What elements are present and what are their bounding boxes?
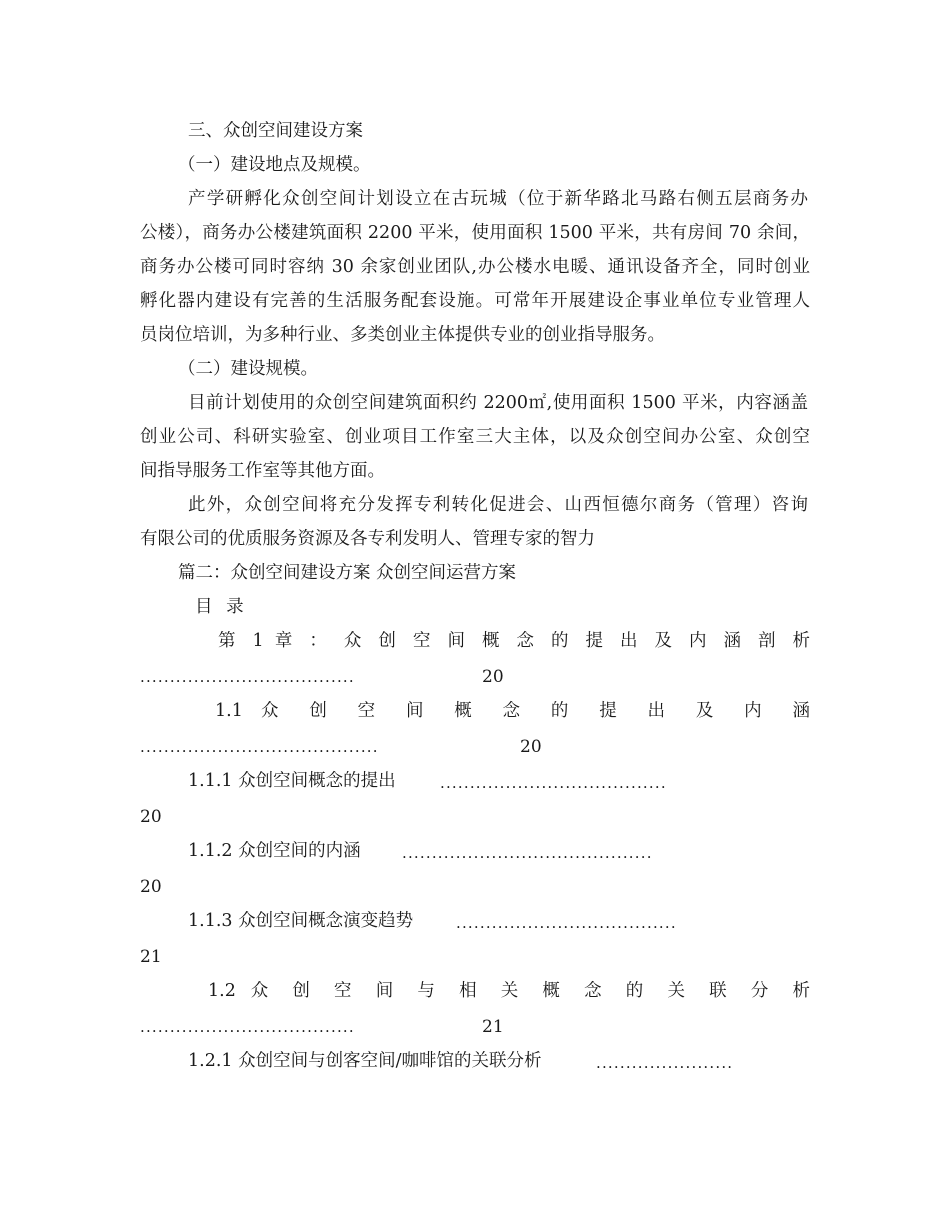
paragraph-line: 公楼），商务办公楼建筑面积 2200 平米，使用面积 1500 平米，共有房间 70 余间， [140, 223, 810, 243]
paragraph-line: 间指导服务工作室等其他方面。 [140, 461, 385, 481]
toc-heading: 目 录 [195, 597, 248, 617]
paragraph-line: 此外，众创空间将充分发挥专利转化促进会、山西恒德尔商务（管理）咨询 [188, 495, 808, 515]
paragraph-line: 产学研孵化众创空间计划设立在古玩城（位于新华路北马路右侧五层商务办 [188, 189, 808, 209]
toc-leader-dots: ....................... [596, 1054, 734, 1072]
toc-leader-dots: .................................... [140, 668, 355, 686]
toc-entry-title: 1.1.2 众创空间的内涵 [188, 841, 361, 861]
toc-page-number: 20 [482, 667, 504, 687]
section-heading: 三、众创空间建设方案 [188, 121, 363, 141]
toc-entry-title: 1.1.1 众创空间概念的提出 [188, 771, 396, 791]
toc-leader-dots: ...................................... [440, 774, 667, 792]
toc-leader-dots: .......................................... [402, 844, 653, 862]
toc-leader-dots: ........................................ [140, 738, 379, 756]
paragraph-line: 创业公司、科研实验室、创业项目工作室三大主体，以及众创空间办公室、众创空 [140, 427, 810, 447]
subsection-heading-location: （一）建设地点及规模。 [178, 155, 371, 175]
toc-page-number: 20 [140, 877, 162, 897]
toc-leader-dots: ..................................... [456, 914, 677, 932]
paragraph-line: 商务办公楼可同时容纳 30 余家创业团队,办公楼水电暖、通讯设备齐全，同时创业 [140, 257, 810, 277]
toc-page-number: 21 [482, 1017, 504, 1037]
paragraph-line: 员岗位培训，为多种行业、多类创业主体提供专业的创业指导服务。 [140, 325, 665, 345]
toc-entry-title: 1.2.1 众创空间与创客空间/咖啡馆的关联分析 [188, 1051, 542, 1071]
toc-entry-title: 1.1.3 众创空间概念演变趋势 [188, 911, 414, 931]
toc-entry-title: 第 1 章 ： 众 创 空 间 概 念 的 提 出 及 内 涵 剖 析 [218, 631, 810, 651]
toc-entry-title: 1.1 众 创 空 间 概 念 的 提 出 及 内 涵 [215, 701, 810, 721]
chapter-heading: 篇二：众创空间建设方案 众创空间运营方案 [178, 563, 517, 583]
paragraph-line: 目前计划使用的众创空间建筑面积约 2200㎡,使用面积 1500 平米，内容涵盖 [188, 393, 808, 413]
paragraph-line: 有限公司的优质服务资源及各专利发明人、管理专家的智力 [140, 529, 595, 549]
toc-entry-title: 1.2 众 创 空 间 与 相 关 概 念 的 关 联 分 析 [208, 981, 810, 1001]
toc-leader-dots: .................................... [140, 1018, 355, 1036]
toc-page-number: 20 [140, 807, 162, 827]
toc-page-number: 20 [520, 737, 542, 757]
toc-page-number: 21 [140, 947, 162, 967]
paragraph-line: 孵化器内建设有完善的生活服务配套设施。可常年开展建设企事业单位专业管理人 [140, 291, 810, 311]
subsection-heading-scale: （二）建设规模。 [178, 359, 318, 379]
